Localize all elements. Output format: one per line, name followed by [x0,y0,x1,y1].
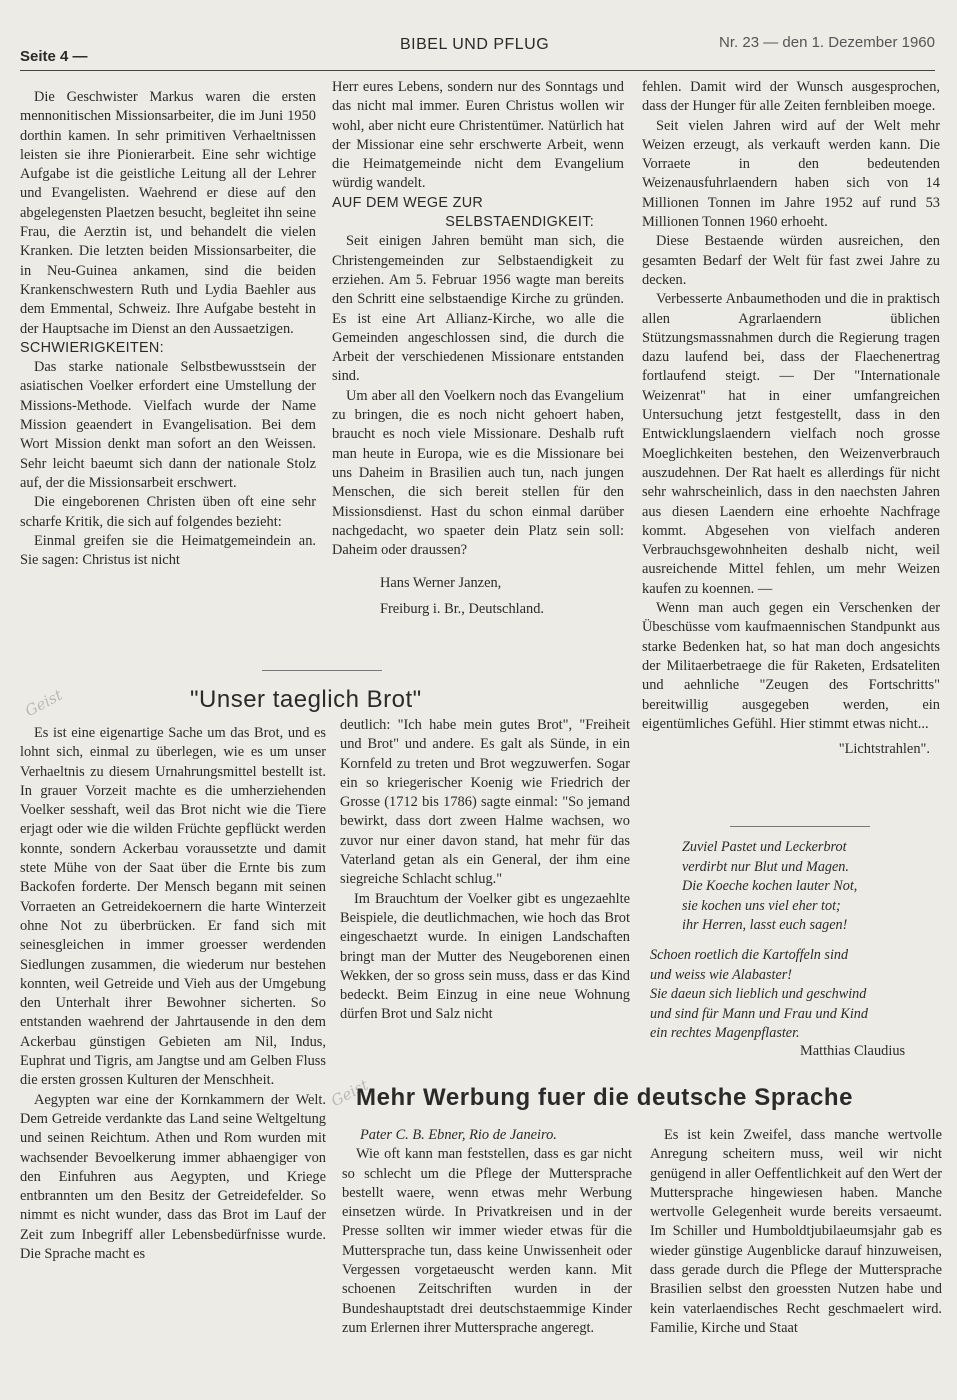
newspaper-title: BIBEL UND PFLUG [400,36,550,53]
paragraph: Um aber all den Voelkern noch das Evangelium zu bringen, die es noch nicht gehoert haben, braucht es noch viele Missionare. Deshalb ruft man heute in Europa, wie es die Missionare bei uns Daheim in Brasilien auch tun, nach jungen Menschen, die sich bereit stellen für den Missionsdienst. Hast du schon einmal darüber nachgedacht, wo spaeter dein Platz sein soll: Daheim oder draussen? [332,387,624,559]
poem-line: sie kochen uns viel eher tot; [682,897,841,914]
poem-stanza-2 [650,946,944,1044]
divider [262,670,382,671]
paragraph: Es ist kein Zweifel, dass manche wertvolle Anregung scheitern muss, weil wir nicht genügend in aller Oeffentlichkeit auf den Wert der Muttersprache hingewiesen haben. Manche wertvolle Gelegenheit wurde bereits versaeumt. Im Schiller und Humboldtjubilaeumsjahr gab es wieder günstige Augenblicke darauf hinzuweisen, dass gerade durch die Pflege der Muttersprache Brasilien selbst den groessten Nutzen habe und kein vaterlaendisches Recht geschmaelert wird. Familie, Kirche und Staat [650,1127,942,1336]
paragraph: Die Geschwister Markus waren die ersten mennonitischen Missionsarbeiter, die im Juni 1950 dorthin kamen. In sehr primitiven Verhaeltnissen leisten sie ihre Pionierarbeit. Eine sehr wichtige Aufgabe ist die geistliche Leitung all der Lehrer und Evangelisten. Waehrend er diese auf den abgelegensten Plaetzen besucht, begleitet ihn seine Frau, die Aerztin ist, und behandelt die vielen Kranken. Die letzten beiden Missionsarbeiter, die in Neu-Guinea ankamen, sind die beiden Krankenschwestern Ruth und Lydia Baehler aus dem Emmental, Schweiz. Ihre Aufgabe besteht in der Hauptsache im Dienst an den Aussaetzigen. [20,89,316,337]
page-number: Seite 4 — [20,48,88,65]
article3-column [642,78,940,759]
divider [730,826,870,827]
paragraph: Verbesserte Anbaumethoden und die in praktisch allen Agrarlaendern üblichen Stützungsmassnahmen durch die Regierung tragen dazu laufend bei, dass der Flaechenertrag fortlaufend steigt. — Der "Internationale Weizenrat" hat in einer umfangreichen Untersuchung jetzt festgestellt, dass in den Entwicklungslaendern vielfach noch grosse Moeglichkeiten bestehen, den Weizenverbrauch auszudehnen. Der Rat haelt es allerdings für nicht sehr wahrscheinlich, dass in den naechsten Jahren aus diesen Laendern eine erhoehte Nachfrage kommt. Abgesehen von vielfach anderen Verbrauchsgewohnheiten deshalb nicht, weil ausreichende Mittel fehlen, um mehr Weizen kaufen zu koennen. — [642,291,940,597]
paragraph: Aegypten war eine der Kornkammern der Welt. Dem Getreide verdankte das Land seine Weltgeltung und seinen Reichtum. Athen und Rom wurden mit wachsender Bevoelkerung immer abhaengiger von den Einfuhren aus Aegypten, und Kriege entbrannten um den Besitz der Getreidefelder. So nimmt es nicht wunder, dass das Brot im Lauf der Zeit zum Inbegriff aller Lebensbedürfnisse wurde. Die Sprache macht es [20,1091,326,1263]
byline: Pater C. B. Ebner, Rio de Janeiro. [360,1127,557,1143]
paragraph: fehlen. Damit wird der Wunsch ausgesprochen, dass der Hunger für alle Zeiten fernbleiben moege. [642,79,940,115]
paragraph: Herr eures Lebens, sondern nur des Sonntags und das nicht mal immer. Euren Christus wollen wir wohl, aber nicht eure Christentümer. Natürlich hat der Missionar eine sehr erschwerte Arbeit, wenn die Heimatgemeinde nicht dem Evangelium würdig wandelt. [332,79,624,192]
poem-line: und weiss wie Alabaster! [650,966,793,983]
poem-stanza-1 [682,838,942,936]
author-name: Hans Werner Janzen, [380,575,502,592]
poem-author: Matthias Claudius [800,1043,906,1059]
article1-column1 [20,88,316,570]
poem-line: ihr Herren, lasst euch sagen! [682,917,848,933]
poem-line: Sie daeun sich lieblich und geschwind [650,986,867,1002]
article2-column2 [340,716,630,1025]
article2-title: "Unser taeglich Brot" [190,686,422,713]
section-heading: AUF DEM WEGE ZUR [332,194,484,211]
paragraph: Seit einigen Jahren bemüht man sich, die Christengemeinden zur Selbstaendigkeit zu erziehen. Am 5. Februar 1956 wagte man bereits den Schritt eine selbstaendige Kirche zu gründen. Es ist eine Art Allianz-Kirche, wo alle die Gemeinden angeschlossen sind, die durch die Arbeit der verschiedenen Missionare entstanden sind. [332,233,624,385]
handwritten-note: Geist [328,1075,372,1111]
paragraph: deutlich: "Ich habe mein gutes Brot", "Freiheit und Brot" und andere. Es galt als Sünde, in ein Kornfeld zu treten und Brot wegzuwerfen. Sogar ein so kriegerischer Koenig wie Friedrich der Grosse (1712 bis 1786) sagte einmal: "So jemand bewirkt, dass dort zween Halme wachsen, wo zuvor nur einer davon stand, hat mehr für das Vaterland getan als ein General, der ihm eine siegreiche Schlacht schlug." [340,717,630,888]
paragraph: Die eingeborenen Christen üben oft eine sehr scharfe Kritik, die sich auf folgendes bezieht: [20,494,316,530]
poem-line: und sind für Mann und Frau und Kind [650,1005,868,1022]
paragraph: Wenn man auch gegen ein Verschenken der Übeschüsse vom kaufmaennischen Standpunkt aus starke Bedenken hat, so hat man doch angesichts der Militaerbetraege die für Raketen, Erdsateliten und aehnliche "Zeugen des Fortschritts" bereitwillig ausgegeben werden, ein eigentümliches Gefühl. Hier stimmt etwas nicht... [642,600,940,732]
article1-column2 [332,78,624,619]
issue-date: Nr. 23 — den 1. Dezember 1960 [719,34,935,51]
article2-column1 [20,724,326,1264]
poem-line: Schoen roetlich die Kartoffeln sind [650,947,849,963]
paragraph: Es ist eine eigenartige Sache um das Brot, und es lohnt sich, einmal zu überlegen, wie es um unser Verhaeltnis zu diesem Urnahrungsmittel bestellt ist. In grauer Vorzeit machte es die umherziehenden Voelker sesshaft, weil das Brot nicht wie die Tiere erjagt oder wie die wilden Früchte gepflückt werden konnte, sondern Ackerbau voraussetzte und damit stete Mühe von der Saat über die Ernte bis zum Backofen forderte. Der Mensch begann mit seinen Vorraeten an Getreidekoernern die harte Winterzeit ohne Not zu überbrücken. Er fand sich mit seinesgleichen in immer groesser werdenden Siedlungen zusammen, die wiederum nur bestehen konnten, weil Getreide und Vieh aus der Umgebung den Unterhalt ihrer Bewohner sicherten. So entstanden waehrend der Jahrtausende in den dem Ackerbau günstigen Gebieten am Nil, Indus, Euphrat und Tigris, am Jangtse und am Gelben Fluss die ersten grossen Kulturen der Menschheit. [20,725,326,1089]
paragraph: Seit vielen Jahren wird auf der Welt mehr Weizen erzeugt, als verkauft werden kann. Die Vorraete in den bedeutenden Weizenausfuhrlaendern haben sich von 14 Millionen Tonnen im Jahre 1952 auf rund 53 Millionen Tonnen 1960 erhoeht. [642,117,940,231]
section-heading: SELBSTAENDIGKEIT: [445,214,594,231]
poem-line: verdirbt nur Blut und Magen. [682,858,849,875]
paragraph: Das starke nationale Selbstbewusstsein der asiatischen Voelker erfordert eine Umstellung der Missions-Methode. Vielfach wurde der Name Mission geaendert in Evangelisation. Bei dem Wort Mission denkt man sofort an den Weissen. Sehr leicht baeumt sich dann der nationale Stolz auf, der die Missionsarbeit erschwert. [20,359,316,491]
source-credit: "Lichtstrahlen". [838,741,930,758]
paragraph: Im Brauchtum der Voelker gibt es ungezaehlte Beispiele, die deutlichmachen, wie hoch das Brot eingeschaetzt wurde. In einigen Landschaften bringt man der Mutter des Neugeborenen einen Wekken, der so gross sein muss, dass er das Kind bedeckt. Beim Einzug in eine neue Wohnung dürfen Brot und Salz nicht [340,890,630,1023]
poem-line: Zuviel Pastet und Leckerbrot [682,839,847,855]
poem-line: ein rechtes Magenpflaster. [650,1025,800,1041]
article4-column2 [650,1126,942,1338]
paragraph: Diese Bestaende würden ausreichen, den gesamten Bedarf der Welt für fast zwei Jahre zu decken. [642,233,940,288]
article4-title: Mehr Werbung fuer die deutsche Sprache [356,1084,854,1111]
article4-column1 [342,1126,632,1338]
paragraph: Einmal greifen sie die Heimatgemeindein an. Sie sagen: Christus ist nicht [20,532,316,569]
header-rule [20,70,935,71]
handwritten-note: Geist [22,685,66,721]
page-header [20,30,935,64]
author-place: Freiburg i. Br., Deutschland. [380,600,545,617]
section-heading: SCHWIERIGKEITEN: [20,339,164,356]
signature [332,574,624,619]
poem-line: Die Koeche kochen lauter Not, [682,878,858,894]
paragraph: Wie oft kann man feststellen, dass es gar nicht so schlecht um die Pflege der Muttersprache bestellt waere, wenn etwas mehr Werbung einsetzen würde. In Privatkreisen und in der Presse sollten wir immer wieder etwas für die Muttersprache tun, dass keine Unwissenheit oder Vergessen vorgetaeuscht werden kann. Mit schoenen Zeitschriften wurden in der Bundeshauptstadt drei deutschstaemmige Kinder zum Erlernen ihrer Muttersprache angeregt. [342,1146,632,1336]
